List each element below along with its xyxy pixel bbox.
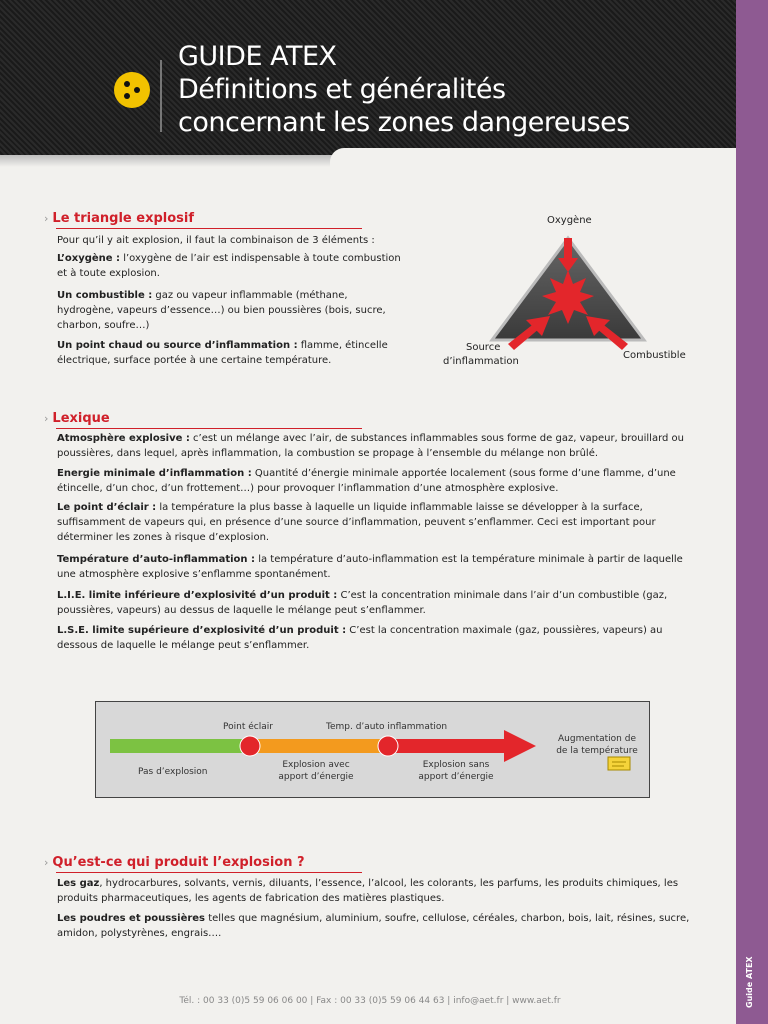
label-oxygen: Oxygène	[547, 215, 592, 226]
scale-label-zone1: Pas d’explosion	[138, 767, 208, 777]
scale-label-point-eclair: Point éclair	[223, 722, 273, 732]
lexique-item: Température d’auto-inflammation : la température d’auto-inflammation est la température minimale à partir de laquelle une atmosphère explosive s’enflamme spontanément.	[57, 554, 683, 580]
label-combustible: Combustible	[623, 350, 686, 361]
scale-zone-red	[390, 739, 506, 753]
section-rule	[56, 428, 362, 429]
triangle-intro: Pour qu’il y ait explosion, il faut la combinaison de 3 éléments :	[57, 235, 375, 246]
scale-zone-green	[110, 739, 250, 753]
production-item: Les poudres et poussières telles que magnésium, aluminium, soufre, cellulose, céréales, charbon, bois, lait, résines, sucre, amidon, polystyrènes, engrais….	[57, 913, 690, 939]
point-eclair-marker	[240, 736, 260, 756]
lexique-item: L.S.E. limite supérieure d’explosivité d’un produit : C’est la concentration maximale (gaz, poussières, vapeurs) au dessous de laquelle le mélange peut s’enflammer.	[57, 625, 663, 651]
header-divider	[160, 60, 162, 132]
label-source-2: d’inflammation	[443, 356, 519, 367]
auto-inflammation-marker	[378, 736, 398, 756]
scale-label-zone3: Explosion sans apport d’énergie	[418, 760, 494, 782]
triangle-item-oxygen: L’oxygène : l’oxygène de l’air est indispensable à toute combustion et à toute explosion.	[57, 253, 401, 279]
section-rule	[56, 872, 362, 873]
side-stripe	[736, 0, 768, 1024]
lexique-item: Energie minimale d’inflammation : Quantité d’énergie minimale apportée localement (sous forme d’une flamme, d’une étincelle, d’un choc, d’un frottement…) pour provoquer l’inflammation d’une atmosphère explosive.	[57, 468, 676, 494]
chevron-right-icon: ›	[44, 856, 49, 869]
section-heading-triangle: › Le triangle explosif	[44, 211, 194, 226]
side-stripe-label: Guide ATEX	[745, 956, 754, 1008]
title-line-1: GUIDE ATEX	[178, 41, 337, 72]
scale-arrow-head	[504, 730, 536, 762]
temperature-scale	[95, 701, 650, 798]
section-rule	[56, 228, 362, 229]
logo-icon	[114, 72, 150, 108]
lexique-item: Atmosphère explosive : c’est un mélange avec l’air, de substances inflammables sous forme de gaz, vapeur, brouillard ou poussières, dans lequel, après inflammation, la combustion se propage à l’ensemble du mélange non brûlé.	[57, 433, 684, 459]
triangle-item-source: Un point chaud ou source d’inflammation : flamme, étincelle électrique, surface portée à une certaine température.	[57, 340, 388, 366]
scale-label-auto-inflammation: Temp. d’auto inflammation	[326, 722, 448, 732]
chevron-right-icon: ›	[44, 412, 49, 425]
section-heading-production: › Qu’est-ce qui produit l’explosion ?	[44, 855, 305, 870]
header-tab-shape	[330, 148, 736, 168]
label-source-1: Source	[466, 342, 501, 353]
chevron-right-icon: ›	[44, 212, 49, 225]
lexique-item: Le point d’éclair : la température la plus basse à laquelle un liquide inflammable laisse se développer à la surface, suffisamment de vapeurs qui, en présence d’une source d’inflammation, peuvent s’enflammer. Ceci est important pour déterminer les zones à risque d’explosion.	[57, 502, 656, 543]
triangle-item-combustible: Un combustible : gaz ou vapeur inflammable (méthane, hydrogène, vapeurs d’essence…) ou bien poussières (bois, sucre, charbon, soufre…)	[57, 290, 386, 331]
section-heading-lexique: › Lexique	[44, 411, 110, 426]
page-title	[178, 40, 630, 139]
scale-label-end: Augmentation de de la température	[556, 734, 638, 756]
footer-contact: Tél. : 00 33 (0)5 59 06 06 00 | Fax : 00 33 (0)5 59 06 44 63 | info@aet.fr | www.aet.fr	[179, 996, 561, 1006]
production-item: Les gaz, hydrocarbures, solvants, vernis, diluants, l’essence, l’alcool, les colorants, les parfums, les produits chimiques, les produits pharmaceutiques, les agents de fabrication des matières plastiques.	[57, 878, 679, 904]
scale-zone-orange	[250, 739, 390, 753]
title-line-2: Définitions et généralités	[178, 74, 506, 105]
scale-label-zone2: Explosion avec apport d’énergie	[278, 760, 354, 782]
lexique-item: L.I.E. limite inférieure d’explosivité d’un produit : C’est la concentration minimale dans l’air d’un combustible (gaz, poussières, vapeurs) au dessus de laquelle le mélange peut s’enflammer.	[57, 590, 668, 616]
title-line-3: concernant les zones dangereuses	[178, 107, 630, 138]
note-icon	[608, 757, 630, 770]
